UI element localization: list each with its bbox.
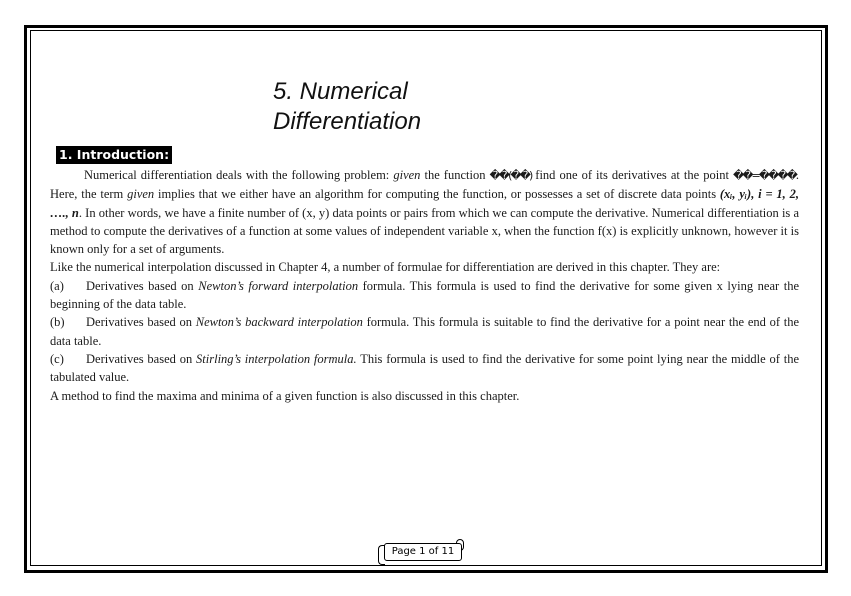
- text-run: Numerical differentiation deals with the following problem:: [84, 168, 394, 182]
- emphasis: Newton’s forward interpolation: [198, 278, 359, 293]
- emphasis: Stirling’s interpolation formula.: [196, 351, 357, 366]
- list-marker: (a): [50, 278, 64, 293]
- text-run: . In other words, we have a finite number of (x, y) data points or pairs from which we can compute the derivative. Numerical differentiation is a method to compute the derivatives of a function at some values of independent variable x, when the function f(x) is explicitly unknown, however it is known only for a set of arguments.: [50, 205, 799, 257]
- text-run: This formula is used to find the derivative for some point lying near the middle of the tabulated value.: [50, 351, 799, 385]
- paragraph: A method to find the maxima and minima of a given function is also discussed in this chapter.: [50, 388, 520, 403]
- paragraph: Like the numerical interpolation discussed in Chapter 4, a number of formulae for differentiation are derived in this chapter. They are:: [50, 260, 721, 275]
- emphasis: Newton’s backward interpolation: [195, 315, 363, 330]
- formula-glyph: ��=����: [732, 169, 796, 182]
- text-run: Derivatives based on: [86, 315, 196, 330]
- chapter-title: [273, 77, 421, 137]
- text-run: find one of its derivatives at the point: [531, 168, 729, 182]
- section-heading: 1. Introduction:: [56, 146, 172, 164]
- intro-paragraph: [50, 166, 799, 258]
- body-text: [50, 166, 799, 405]
- page-footer: [378, 539, 464, 563]
- text-run: formula. This formula is suitable to find the derivative for a point near the end of the data table.: [50, 315, 799, 348]
- formula-glyph: ��(��): [489, 169, 532, 182]
- list-item-a: [50, 277, 799, 314]
- emphasis: given: [393, 168, 421, 182]
- emphasis: given: [127, 187, 155, 202]
- page-number: Page 1 of 11: [384, 543, 462, 561]
- chapter-title-line-2: Differentiation: [273, 108, 422, 135]
- text-run: . Here, the term: [50, 168, 800, 202]
- data-points-formula: (xᵢ, yᵢ), i = 1, 2, …., n: [50, 187, 800, 220]
- chapter-title-line-1: 5. Numerical: [273, 78, 408, 105]
- text-run: implies that we either have an algorithm for computing the function, or possesses a set of discrete data points: [154, 187, 720, 202]
- text-run: Derivatives based on: [86, 278, 199, 293]
- text-run: formula. This formula is used to find the derivative for some given x lying near the beginning of the data table.: [50, 278, 800, 312]
- text-run: Derivatives based on: [86, 351, 197, 366]
- list-marker: (c): [50, 351, 64, 366]
- list-item-c: [50, 350, 799, 387]
- text-run: the function: [420, 168, 490, 182]
- list-marker: (b): [50, 315, 65, 330]
- list-item-b: [50, 313, 799, 350]
